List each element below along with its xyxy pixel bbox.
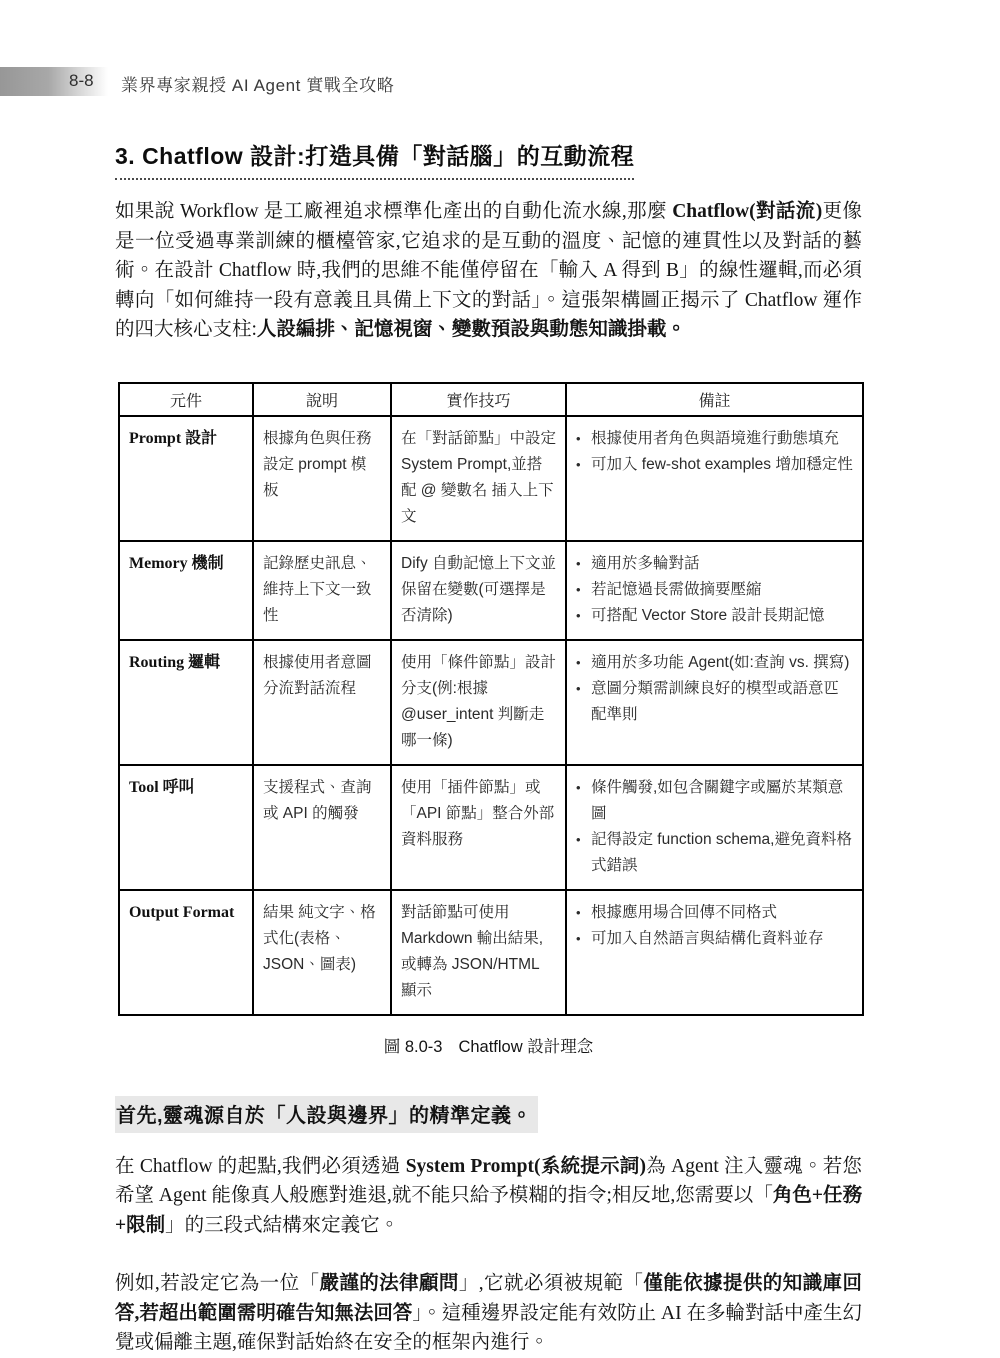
page-header: [0, 66, 1000, 98]
bullet-icon: •: [576, 555, 581, 571]
emphasis-text: 僅能依據提供的知識庫回答,若超出範圍需明確告知無法回答: [115, 1273, 862, 1324]
figure-caption-label: 圖 8.0-3: [383, 1037, 443, 1056]
table-head: [119, 383, 863, 416]
page-number: 8-8: [69, 71, 94, 90]
bullet-icon: •: [576, 654, 581, 670]
table-row: [119, 640, 863, 765]
cell-description: 根據使用者意圖分流對話流程: [253, 640, 391, 765]
note-item: [576, 426, 853, 452]
paragraph-soul: [115, 1152, 862, 1241]
note-item: [576, 452, 853, 478]
page-content: [115, 138, 862, 1358]
cell-technique: 使用「插件節點」或「API 節點」整合外部資料服務: [391, 765, 566, 890]
note-text: 適用於多輪對話: [591, 554, 700, 572]
bullet-icon: •: [576, 930, 581, 946]
table-row: [119, 890, 863, 1015]
table-header-description: 說明: [253, 383, 391, 416]
bullet-icon: •: [576, 831, 581, 847]
bullet-icon: •: [576, 779, 581, 795]
emphasis-text: 人設編排、記憶視窗、變數預設與動態知識掛載。: [256, 319, 686, 340]
note-text: 可搭配 Vector Store 設計長期記憶: [591, 606, 825, 624]
body-text: 例如,若設定它為一位「: [115, 1273, 320, 1294]
note-item: [576, 650, 853, 676]
section-title: 3. Chatflow 設計:打造具備「對話腦」的互動流程: [115, 138, 634, 180]
note-item: [576, 926, 853, 952]
note-item: [576, 603, 853, 629]
notes-list: [576, 775, 853, 879]
cell-component: Routing 邏輯: [119, 640, 253, 765]
body-text: 為 Agent 注入靈魂。若您希望 Agent 能像真人般應對進退,就不能只給予模糊的指令;相反地,您需要以「: [115, 1155, 862, 1206]
cell-technique: Dify 自動記憶上下文並保留在變數(可選擇是否清除): [391, 541, 566, 640]
figure-caption-text: Chatflow 設計理念: [458, 1037, 594, 1056]
notes-list: [576, 650, 853, 728]
table-row: [119, 541, 863, 640]
components-table: [118, 382, 864, 1016]
cell-notes: [566, 765, 863, 890]
emphasis-text: Chatflow(對話流): [672, 201, 823, 222]
cell-technique: 在「對話節點」中設定 System Prompt,並搭配 @ 變數名 插入上下文: [391, 416, 566, 541]
table-row: [119, 765, 863, 890]
body-text: 」。這種邊界設定能有效防止 AI 在多輪對話中產生幻覺或偏離主題,確保對話始終在安全的框架內進行。: [115, 1302, 862, 1353]
figure-caption: [115, 1033, 862, 1057]
cell-component: Prompt 設計: [119, 416, 253, 541]
note-text: 記得設定 function schema,避免資料格式錯誤: [591, 830, 852, 874]
body-text: 」的三段式結構來定義它。: [165, 1214, 400, 1236]
bullet-icon: •: [576, 456, 581, 472]
cell-component: Memory 機制: [119, 541, 253, 640]
note-text: 可加入 few-shot examples 增加穩定性: [591, 455, 853, 473]
cell-technique: 使用「條件節點」設計分支(例:根據 @user_intent 判斷走哪一條): [391, 640, 566, 765]
cell-description: 記錄歷史訊息、維持上下文一致性: [253, 541, 391, 640]
bullet-icon: •: [576, 581, 581, 597]
bullet-icon: •: [576, 430, 581, 446]
notes-list: [576, 551, 853, 629]
note-text: 意圖分類需訓練良好的模型或語意匹配準則: [591, 679, 840, 723]
notes-list: [576, 426, 853, 478]
bullet-icon: •: [576, 607, 581, 623]
subheading-highlighted: 首先,靈魂源自於「人設與邊界」的精準定義。: [115, 1096, 538, 1133]
table-header-row: [119, 383, 863, 416]
book-title: 業界專家親授 AI Agent 實戰全攻略: [121, 76, 395, 95]
table-header-component: 元件: [119, 383, 253, 416]
cell-notes: [566, 541, 863, 640]
note-text: 根據應用場合回傳不同格式: [591, 903, 778, 921]
cell-notes: [566, 640, 863, 765]
table-body: [119, 416, 863, 1015]
body-text: 如果說 Workflow 是工廠裡追求標準化產出的自動化流水線,那麼: [115, 201, 673, 222]
emphasis-text: System Prompt(系統提示詞): [405, 1155, 646, 1177]
note-item: [576, 900, 853, 926]
emphasis-text: 嚴謹的法律顧問: [319, 1273, 459, 1294]
cell-notes: [566, 890, 863, 1015]
note-text: 若記憶過長需做摘要壓縮: [591, 580, 762, 598]
cell-component: Output Format: [119, 890, 253, 1015]
note-item: [576, 676, 853, 728]
note-item: [576, 551, 853, 577]
notes-list: [576, 900, 853, 952]
table-header-notes: 備註: [566, 383, 863, 416]
note-text: 根據使用者角色與語境進行動態填充: [591, 429, 840, 447]
body-text: 」,它就必須被規範「: [458, 1273, 644, 1294]
body-text: 更像是一位受過專業訓練的櫃檯管家,它追求的是互動的溫度、記憶的連貫性以及對話的藝術。在設計 Chatflow 時,我們的思維不能僅停留在「輸入 A 得到 B」的線性邏輯,而必須轉向「如何維持一段有意義且具備上下文的對話」。這張架構圖正揭示了 Chatflow 運作的四大核心支柱:: [115, 201, 862, 340]
cell-notes: [566, 416, 863, 541]
cell-description: 根據角色與任務設定 prompt 模板: [253, 416, 391, 541]
cell-description: 結果 純文字、格式化(表格、JSON、圖表): [253, 890, 391, 1015]
cell-technique: 對話節點可使用 Markdown 輸出結果,或轉為 JSON/HTML 顯示: [391, 890, 566, 1015]
bullet-icon: •: [576, 680, 581, 696]
note-item: [576, 577, 853, 603]
bullet-icon: •: [576, 904, 581, 920]
note-text: 適用於多功能 Agent(如:查詢 vs. 撰寫): [591, 653, 850, 671]
table-header-technique: 實作技巧: [391, 383, 566, 416]
note-text: 可加入自然語言與結構化資料並存: [591, 929, 824, 947]
table-row: [119, 416, 863, 541]
paragraph-example: [115, 1269, 862, 1358]
cell-component: Tool 呼叫: [119, 765, 253, 890]
emphasis-text: 角色+任務+限制: [115, 1185, 862, 1236]
note-text: 條件觸發,如包含關鍵字或屬於某類意圖: [591, 778, 844, 822]
note-item: [576, 827, 853, 879]
note-item: [576, 775, 853, 827]
cell-description: 支援程式、查詢或 API 的觸發: [253, 765, 391, 890]
subheading-wrap: [115, 1096, 862, 1133]
paragraph-intro: [115, 197, 862, 345]
body-text: 在 Chatflow 的起點,我們必須透過: [115, 1155, 406, 1177]
